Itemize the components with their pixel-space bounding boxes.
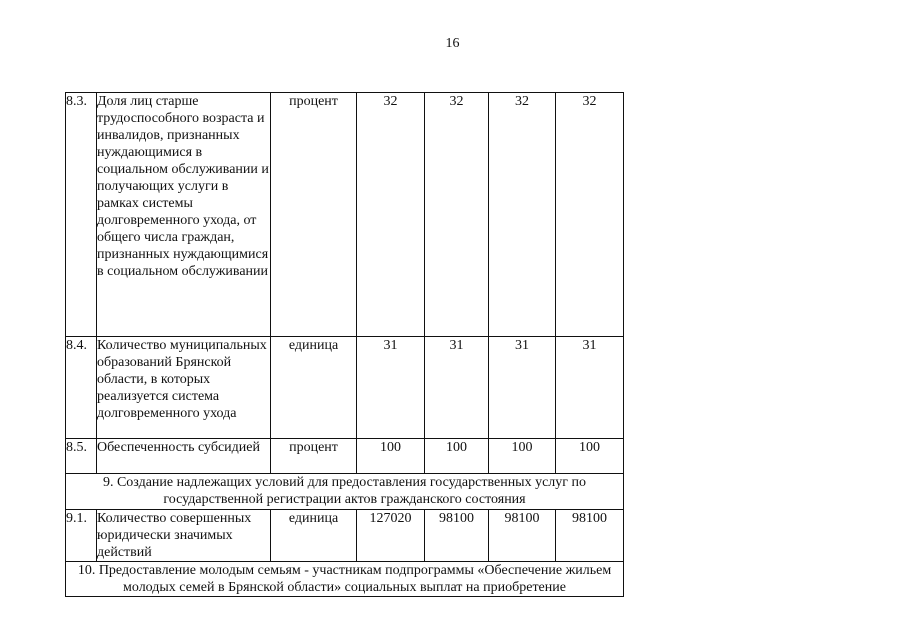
value-cell-4: 100 [556, 439, 624, 474]
value-cell-2: 32 [425, 93, 489, 337]
value-cell-4: 98100 [556, 510, 624, 562]
table-row-8-5 [66, 439, 624, 474]
value-cell-4: 31 [556, 337, 624, 439]
row-number: 8.3. [66, 93, 97, 337]
value-cell-2: 100 [425, 439, 489, 474]
section-title: 9. Создание надлежащих условий для предоставления государственных услуг по государственной регистрации актов гражданского состояния [66, 474, 624, 510]
table-row-8-3 [66, 93, 624, 337]
value-cell-3: 32 [489, 93, 556, 337]
value-cell-2: 98100 [425, 510, 489, 562]
indicators-table [65, 92, 624, 597]
indicator-name: Количество совершенных юридически значимых действий [97, 510, 271, 562]
value-cell-3: 98100 [489, 510, 556, 562]
value-cell-1: 31 [357, 337, 425, 439]
section-heading-10 [66, 562, 624, 597]
unit-cell: единица [271, 337, 357, 439]
value-cell-1: 32 [357, 93, 425, 337]
table-row-9-1 [66, 510, 624, 562]
value-cell-3: 100 [489, 439, 556, 474]
value-cell-4: 32 [556, 93, 624, 337]
unit-cell: единица [271, 510, 357, 562]
section-heading-9 [66, 474, 624, 510]
row-number: 8.5. [66, 439, 97, 474]
section-title: 10. Предоставление молодым семьям - участникам подпрограммы «Обеспечение жильем молодых семей в Брянской области» социальных выплат на приобретение [66, 562, 624, 597]
indicator-name: Количество муниципальных образований Брянской области, в которых реализуется система долговременного ухода [97, 337, 271, 439]
value-cell-1: 100 [357, 439, 425, 474]
unit-cell: процент [271, 439, 357, 474]
value-cell-3: 31 [489, 337, 556, 439]
row-number: 8.4. [66, 337, 97, 439]
unit-cell: процент [271, 93, 357, 337]
value-cell-1: 127020 [357, 510, 425, 562]
value-cell-2: 31 [425, 337, 489, 439]
indicator-name: Обеспеченность субсидией [97, 439, 271, 474]
row-number: 9.1. [66, 510, 97, 562]
table-row-8-4 [66, 337, 624, 439]
indicator-name: Доля лиц старше трудоспособного возраста и инвалидов, признанных нуждающимися в социальном обслуживании и получающих услуги в рамках системы долговременного ухода, от общего числа граждан, признанных нуждающимися в социальном обслуживании [97, 93, 271, 337]
page-number: 16 [445, 36, 460, 51]
